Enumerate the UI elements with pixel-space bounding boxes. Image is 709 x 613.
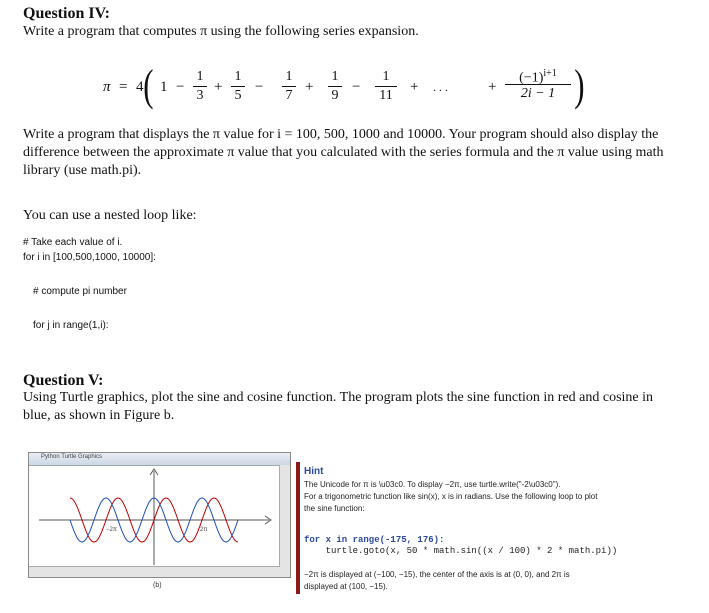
hint-code-line-1: for x in range(-175, 176): bbox=[304, 535, 445, 545]
formula-open-paren: ( bbox=[143, 61, 154, 110]
formula-minus: − bbox=[176, 79, 185, 95]
formula-plus: + bbox=[410, 79, 419, 95]
sine-cosine-plot bbox=[29, 465, 280, 569]
code-line-comment-take: # Take each value of i. bbox=[23, 237, 123, 248]
question-v-line-1: Using Turtle graphics, plot the sine and cosine function. The program plots the sine function in red and cosine in bbox=[23, 390, 654, 405]
hint-footnote-line-2: displayed at (100, −15). bbox=[304, 582, 388, 591]
formula-fraction: 1 3 bbox=[193, 69, 207, 104]
formula-plus: + bbox=[488, 79, 497, 95]
question-iv-para-line-3: library (use math.pi). bbox=[23, 163, 142, 178]
vertical-scrollbar[interactable] bbox=[279, 465, 290, 577]
formula-pi: π bbox=[103, 79, 111, 95]
question-v-line-2: blue, as shown in Figure b. bbox=[23, 408, 175, 423]
code-line-comment-compute: # compute pi number bbox=[33, 286, 127, 297]
formula-minus: − bbox=[352, 79, 361, 95]
formula-fraction: 1 9 bbox=[328, 69, 342, 104]
horizontal-scrollbar[interactable] bbox=[29, 566, 280, 577]
question-iv-para-line-1: Write a program that displays the π value for i = 100, 500, 1000 and 10000. Your program should also display the bbox=[23, 127, 659, 142]
question-iv-intro: Write a program that computes π using the following series expansion. bbox=[23, 24, 419, 39]
code-line-for-i: for i in [100,500,1000, 10000]: bbox=[23, 252, 156, 263]
formula-one: 1 bbox=[160, 79, 168, 95]
formula-coefficient: 4 bbox=[136, 79, 144, 95]
nested-loop-intro: You can use a nested loop like: bbox=[23, 208, 197, 223]
code-line-for-j: for j in range(1,i): bbox=[33, 320, 109, 331]
formula-ellipsis: . . . bbox=[433, 80, 448, 94]
formula-plus: + bbox=[214, 79, 223, 95]
hint-footnote-line-1: −2π is displayed at (−100, −15), the center of the axis is at (0, 0), and 2π is bbox=[304, 570, 570, 579]
hint-line-3: the sine function: bbox=[304, 504, 365, 513]
axis-label-neg-2pi: −2π bbox=[106, 527, 117, 533]
formula-fraction: 1 11 bbox=[375, 69, 397, 104]
figure-caption: (b) bbox=[153, 582, 162, 589]
hint-code-line-2: turtle.goto(x, 50 * math.sin((x / 100) * 2 * math.pi)) bbox=[304, 546, 618, 556]
hint-accent-bar bbox=[296, 462, 300, 594]
formula-general-term: $(-1)^{i+1}$ 2i − 1 bbox=[505, 63, 571, 102]
hint-line-2: For a trigonometric function like sin(x), x is in radians. Use the following loop to plot bbox=[304, 492, 598, 501]
hint-line-1: The Unicode for π is \u03c0. To display −2π, use turtle.write("-2\u03c0"). bbox=[304, 480, 561, 489]
formula-plus: + bbox=[305, 79, 314, 95]
hint-title: Hint bbox=[304, 466, 324, 477]
formula-fraction: 1 5 bbox=[231, 69, 245, 104]
formula-minus: − bbox=[255, 79, 264, 95]
formula-fraction: 1 7 bbox=[282, 69, 296, 104]
turtle-graphics-window bbox=[28, 452, 291, 578]
axis-label-2pi: 2π bbox=[200, 527, 208, 533]
formula-equals: = bbox=[119, 79, 128, 95]
question-iv-para-line-2: difference between the approximate π value that you calculated with the series formula and the π value using math bbox=[23, 145, 664, 160]
question-iv-title: Question IV: bbox=[23, 5, 110, 22]
question-v-title: Question V: bbox=[23, 372, 104, 389]
formula-close-paren: ) bbox=[574, 61, 585, 110]
window-title: Python Turtle Graphics bbox=[41, 454, 103, 460]
